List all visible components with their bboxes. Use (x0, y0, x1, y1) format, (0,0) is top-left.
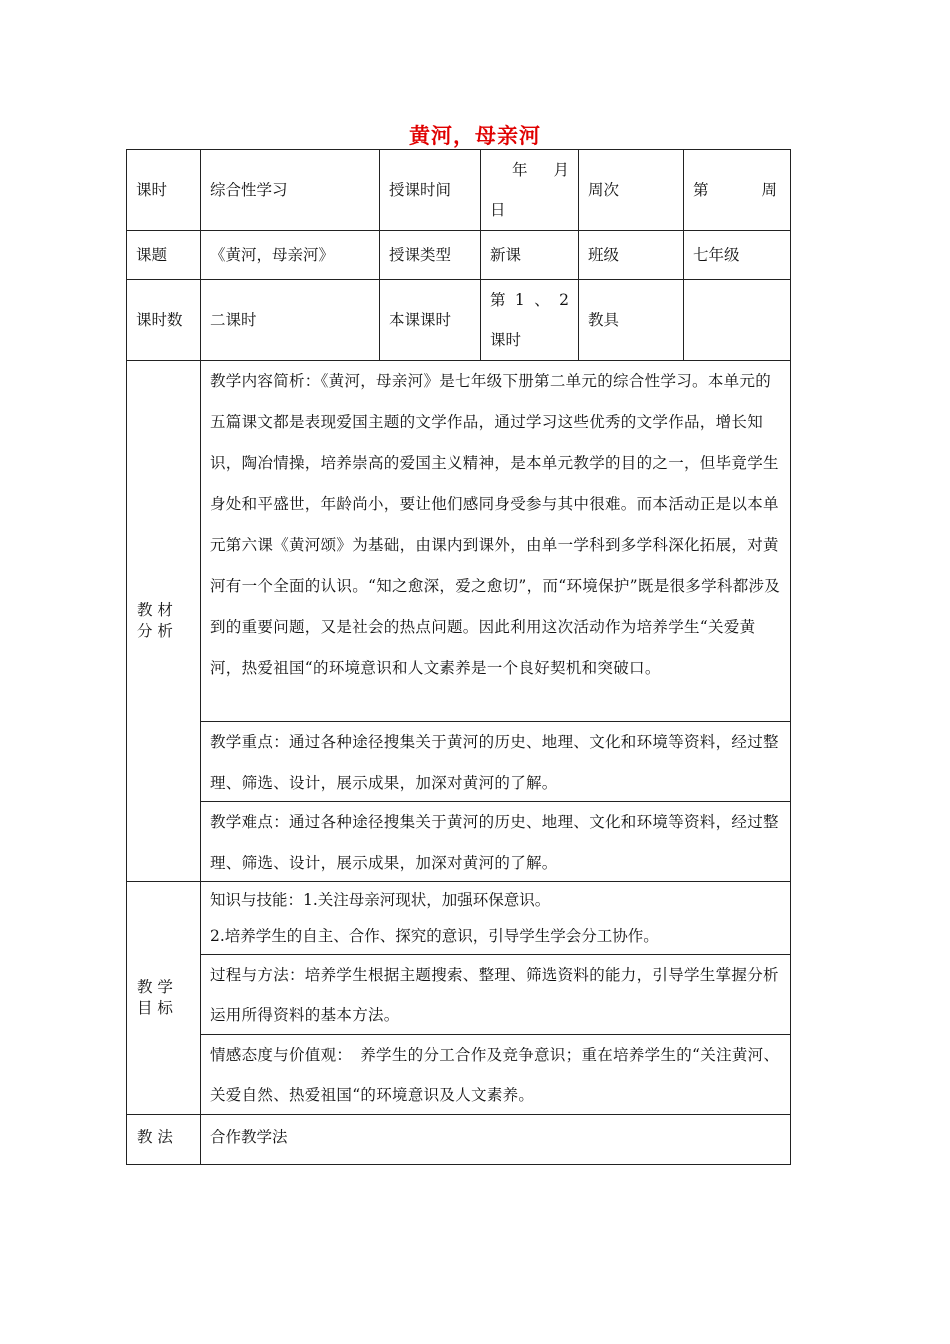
period-suffix: 课时 (490, 331, 522, 349)
value-topic: 《黄河，母亲河》 (201, 231, 380, 280)
value-lesson-type: 新课 (481, 231, 579, 280)
emotion-values: 情感态度与价值观： 养学生的分工合作及竞争意识；重在培养学生的“关注黄河、关爱自然、热爱祖国“的环境意识及人文素养。 (201, 1034, 790, 1114)
period-sep: 、 (534, 291, 550, 309)
label-lesson-type: 授课类型 (380, 231, 481, 280)
content-summary: 教学内容简析：《黄河，母亲河》是七年级下册第二单元的综合性学习。本单元的五篇课文都是表现爱国主题的文学作品，通过学习这些优秀的文学作品，增长知识，陶冶情操，培养崇高的爱国主义精神，是本单元教学的目的之一，但毕竟学生身处和平盛世，年龄尚小，要让他们感同身受参与其中很难。而本活动正是以本单元第六课《黄河颂》为基础，由课内到课外，由单一学科到多学科深化拓展，对黄河有一个全面的认识。“知之愈深，爱之愈切”，而“环境保护”既是很多学科都涉及到的重要问题，又是社会的热点问题。因此利用这次活动作为培养学生“关爱黄河，热爱祖国“的环境意识和人文素养是一个良好契机和突破口。 (210, 372, 781, 677)
period-1: 1 (514, 291, 525, 309)
process-method: 过程与方法：培养学生根据主题搜索、整理、筛选资料的能力，引导学生掌握分析运用所得资料的基本方法。 (201, 954, 790, 1034)
value-periods: 二课时 (201, 280, 380, 361)
row-material-analysis (127, 361, 791, 882)
week-suffix: 周 (761, 180, 777, 199)
analysis-content (201, 361, 791, 882)
key-point: 教学重点：通过各种途径搜集关于黄河的历史、地理、文化和环境等资料，经过整理、筛选、设计，展示成果，加深对黄河的了解。 (201, 721, 790, 801)
row-teaching-method (127, 1115, 791, 1165)
period-2: 2 (559, 291, 569, 309)
row-topic (127, 231, 791, 280)
difficulty: 教学难点：通过各种途径搜集关于黄河的历史、地理、文化和环境等资料，经过整理、筛选、设计，展示成果，加深对黄河的了解。 (201, 801, 790, 881)
label-teaching-goals (127, 882, 201, 1115)
label-teaching-method: 教 法 (127, 1115, 201, 1165)
value-this-period (481, 280, 579, 361)
knowledge-item-2: 2.培养学生的自主、合作、探究的意识，引导学生学会分工协作。 (210, 927, 659, 945)
label-periods: 课时数 (127, 280, 201, 361)
knowledge-item-1: 知识与技能：1.关注母亲河现状，加强环保意识。 (210, 891, 551, 909)
label-teaching-time: 授课时间 (380, 150, 481, 231)
label-material-analysis (127, 361, 201, 882)
value-week (684, 150, 791, 231)
lesson-plan-table (126, 149, 791, 1165)
date-month: 月 (553, 161, 569, 179)
label-topic: 课题 (127, 231, 201, 280)
period-prefix: 第 (490, 291, 506, 309)
label-line-2: 分 析 (137, 622, 173, 640)
value-teaching-date (481, 150, 579, 231)
value-teaching-method: 合作教学法 (201, 1115, 791, 1165)
label-week: 周次 (579, 150, 684, 231)
label-teaching-aids: 教具 (579, 280, 684, 361)
label-lesson: 课时 (127, 150, 201, 231)
label-this-period: 本课课时 (380, 280, 481, 361)
week-prefix: 第 (693, 180, 709, 199)
row-lesson-time (127, 150, 791, 231)
label-line-1: 教 学 (137, 978, 173, 996)
value-lesson: 综合性学习 (201, 150, 380, 231)
label-class: 班级 (579, 231, 684, 280)
value-teaching-aids (684, 280, 791, 361)
goals-content (201, 882, 791, 1115)
date-year: 年 (512, 161, 528, 179)
page-title: 黄河，母亲河 (409, 124, 541, 148)
row-periods (127, 280, 791, 361)
knowledge-skills (201, 882, 790, 954)
date-day: 日 (490, 201, 506, 219)
label-line-1: 教 材 (137, 601, 173, 619)
value-class: 七年级 (684, 231, 791, 280)
label-line-2: 目 标 (137, 999, 173, 1017)
row-teaching-goals (127, 882, 791, 1115)
